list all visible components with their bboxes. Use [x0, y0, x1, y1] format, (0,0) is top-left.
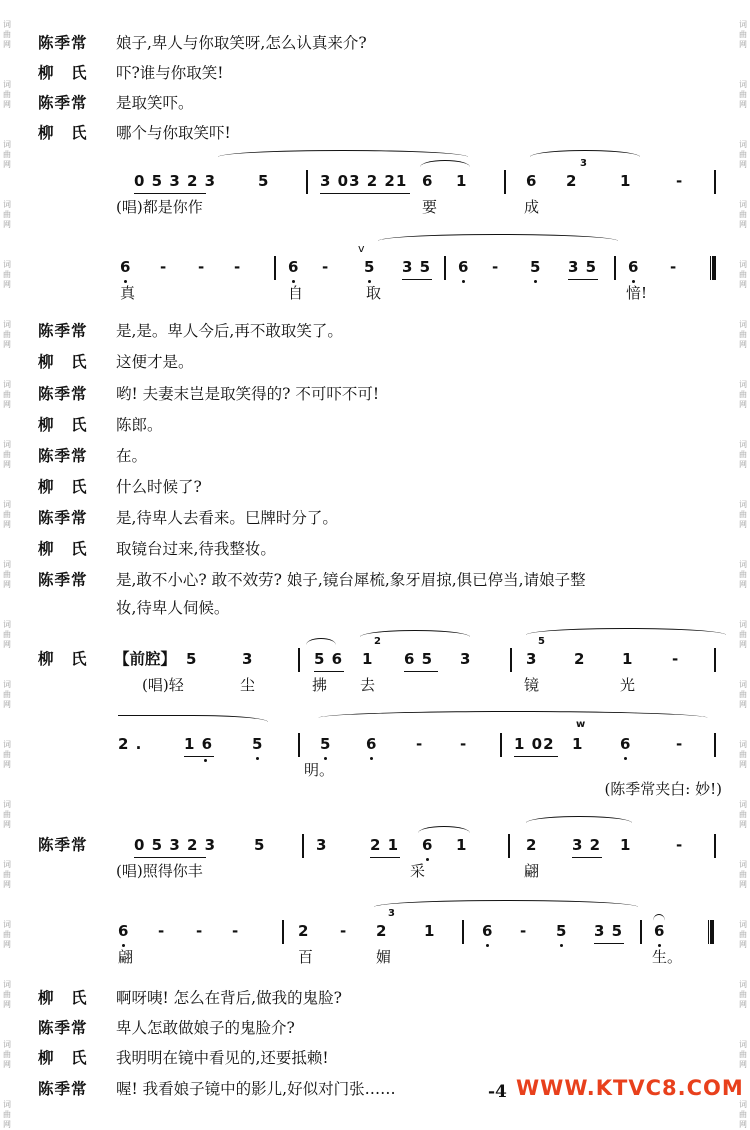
lyric: 去	[360, 676, 376, 694]
lyric: 光	[620, 676, 636, 694]
notation: -	[460, 735, 468, 753]
speaker: 陈季常	[38, 570, 88, 589]
watermark-text: 词 曲 网	[739, 20, 747, 49]
notation: 3 5	[402, 258, 432, 276]
octave-dot	[462, 280, 465, 283]
notation: 6	[288, 258, 300, 276]
notation: 1	[620, 836, 632, 854]
watermark-text: 词 曲 网	[3, 380, 11, 409]
notation: 3 2	[572, 836, 602, 854]
barline	[714, 733, 716, 757]
barline	[462, 920, 464, 944]
notation: 5	[186, 650, 198, 668]
lyric: 采	[410, 862, 426, 880]
notation: 3 5	[594, 922, 624, 940]
notation: 3 5	[568, 258, 598, 276]
watermark-text: 词 曲 网	[3, 320, 11, 349]
notation: 3	[526, 650, 538, 668]
slur	[420, 160, 470, 167]
notation: -	[196, 922, 204, 940]
watermark-text: 词 曲 网	[739, 740, 747, 769]
notation: 6	[628, 258, 640, 276]
lyric: 翩	[524, 862, 540, 880]
notation: 3	[316, 836, 328, 854]
speech: 我明明在镜中看见的,还要抵赖!	[116, 1049, 329, 1067]
slur	[378, 234, 618, 241]
notation: 6	[458, 258, 470, 276]
barline	[298, 733, 300, 757]
watermark-text: 词 曲 网	[3, 500, 11, 529]
speaker: 柳 氏	[38, 1048, 88, 1067]
watermark-text: 词 曲 网	[3, 560, 11, 589]
lyric: 拂	[312, 676, 328, 694]
speaker: 陈季常	[38, 33, 88, 52]
underline	[134, 193, 206, 194]
octave-dot	[256, 757, 259, 760]
lyric: 自	[288, 284, 304, 302]
watermark-text: 词 曲 网	[739, 800, 747, 829]
watermark-text: 词 曲 网	[739, 140, 747, 169]
octave-dot	[426, 858, 429, 861]
slur	[418, 826, 470, 833]
notation: 6	[482, 922, 494, 940]
speech: 喔! 我看娘子镜中的影儿,好似对门张……	[116, 1080, 396, 1098]
notation: 5	[556, 922, 568, 940]
watermark-text: 词 曲 网	[739, 680, 747, 709]
speech: 是,待卑人去看来。巳牌时分了。	[116, 509, 338, 527]
watermark-text: 词 曲 网	[739, 380, 747, 409]
lyric: 成	[524, 198, 540, 216]
notation: 1 6	[184, 735, 214, 753]
octave-dot	[370, 757, 373, 760]
notation: 5	[364, 258, 376, 276]
speech: 是,敢不小心? 敢不效劳? 娘子,镜台犀梳,象牙眉掠,俱已停当,请娘子整	[116, 571, 586, 589]
watermark-text: 词 曲 网	[3, 1040, 11, 1069]
watermark-text: 词 曲 网	[739, 560, 747, 589]
speaker: 陈季常	[38, 446, 88, 465]
grace-note: 2	[374, 636, 382, 647]
notation: 6	[120, 258, 132, 276]
notation: -	[676, 735, 684, 753]
watermark-text: 词 曲 网	[739, 260, 747, 289]
notation: -	[520, 922, 528, 940]
slur	[526, 816, 632, 823]
underline	[314, 671, 344, 672]
lyric: (唱)照得你丰	[116, 862, 203, 880]
speaker: 柳 氏	[38, 63, 88, 82]
watermark-text: 词 曲 网	[3, 980, 11, 1009]
barline	[444, 256, 446, 280]
watermark-text: 词 曲 网	[3, 620, 11, 649]
barline	[714, 648, 716, 672]
notation: 2	[298, 922, 310, 940]
speaker: 柳 氏	[38, 477, 88, 496]
notation: 6	[422, 836, 434, 854]
watermark-text: 词 曲 网	[3, 800, 11, 829]
notation: -	[322, 258, 330, 276]
watermark-text: 词 曲 网	[3, 1100, 11, 1129]
underline	[404, 671, 438, 672]
grace-note: 5	[538, 636, 546, 647]
lyric: 百	[298, 948, 314, 966]
speech-continued: 妆,待卑人伺候。	[116, 599, 230, 617]
lyric: 愔!	[626, 284, 648, 302]
notation: 5	[320, 735, 332, 753]
notation: 1	[572, 735, 584, 753]
speech: 在。	[116, 447, 148, 465]
lyric: 尘	[240, 676, 256, 694]
notation: -	[676, 836, 684, 854]
speech: 取镜台过来,待我整妆。	[116, 540, 276, 558]
speech: 哪个与你取笑吓!	[116, 124, 231, 142]
watermark-text: 词 曲 网	[3, 920, 11, 949]
notation: -	[234, 258, 242, 276]
speech: 啊呀咦! 怎么在背后,做我的鬼脸?	[116, 989, 342, 1007]
speaker: 陈季常	[38, 508, 88, 527]
barline	[508, 834, 510, 858]
notation: 5	[254, 836, 266, 854]
lyric: 真	[120, 284, 136, 302]
watermark-text: 词 曲 网	[3, 200, 11, 229]
grace-note: 3	[388, 908, 396, 919]
notation: 1	[456, 836, 468, 854]
octave-dot	[204, 759, 207, 762]
watermark-text: 词 曲 网	[3, 260, 11, 289]
notation: 2 .	[118, 735, 143, 753]
notation: 6	[118, 922, 130, 940]
lyric: 生。	[652, 948, 683, 966]
speech: 是取笑吓。	[116, 94, 194, 112]
notation: 2	[574, 650, 586, 668]
notation: -	[198, 258, 206, 276]
watermark-text: 词 曲 网	[3, 860, 11, 889]
speech: 是,是。卑人今后,再不敢取笑了。	[116, 322, 343, 340]
notation: 1	[620, 172, 632, 190]
barline	[714, 170, 716, 194]
notation: 1	[424, 922, 436, 940]
speech: 陈郎。	[116, 416, 163, 434]
underline	[320, 193, 410, 194]
notation: 2	[376, 922, 388, 940]
notation: 3	[242, 650, 254, 668]
fermata	[653, 914, 665, 921]
notation: 1 02	[514, 735, 555, 753]
speech: 吓?谁与你取笑!	[116, 64, 224, 82]
slur	[530, 150, 640, 157]
barline	[714, 834, 716, 858]
mordent-mark: w	[576, 719, 587, 730]
final-barline	[708, 920, 714, 944]
notation: 1	[456, 172, 468, 190]
slur	[374, 900, 638, 907]
lyric: 镜	[524, 676, 540, 694]
speaker: 陈季常	[38, 321, 88, 340]
octave-dot	[560, 944, 563, 947]
barline	[504, 170, 506, 194]
notation: 2	[566, 172, 578, 190]
final-barline	[710, 256, 716, 280]
aria-tag: 【前腔】	[114, 649, 177, 668]
page-number: -4	[488, 1082, 507, 1102]
notation: 6	[526, 172, 538, 190]
watermark-text: 词 曲 网	[739, 620, 747, 649]
octave-dot	[534, 280, 537, 283]
notation: 5	[530, 258, 542, 276]
watermark-text: 词 曲 网	[3, 140, 11, 169]
aside-remark: (陈季常夹白: 妙!)	[604, 780, 722, 798]
notation: 6 5	[404, 650, 434, 668]
watermark-text: 词 曲 网	[739, 500, 747, 529]
speaker: 柳 氏	[38, 352, 88, 371]
slur	[218, 150, 468, 157]
speaker: 陈季常	[38, 93, 88, 112]
notation: 3 03 2 21	[320, 172, 408, 190]
slur	[526, 628, 726, 635]
notation: -	[670, 258, 678, 276]
underline	[134, 857, 206, 858]
underline	[370, 857, 400, 858]
watermark-text: 词 曲 网	[739, 440, 747, 469]
watermark-text: 词 曲 网	[739, 860, 747, 889]
underline	[402, 279, 432, 280]
barline	[306, 170, 308, 194]
barline	[614, 256, 616, 280]
notation: -	[160, 258, 168, 276]
speaker: 陈季常	[38, 835, 88, 854]
speaker: 柳 氏	[38, 649, 88, 668]
watermark-text: 词 曲 网	[3, 740, 11, 769]
speech: 什么时候了?	[116, 478, 202, 496]
watermark-text: 词 曲 网	[3, 20, 11, 49]
watermark-text: 词 曲 网	[3, 440, 11, 469]
barline	[282, 920, 284, 944]
lyric: 翩	[118, 948, 134, 966]
underline	[594, 943, 624, 944]
barline	[510, 648, 512, 672]
notation: 2	[526, 836, 538, 854]
notation: 6	[422, 172, 434, 190]
notation: 5	[258, 172, 270, 190]
notation: 6	[366, 735, 378, 753]
grace-note: 3	[580, 158, 588, 169]
notation: 5 6	[314, 650, 344, 668]
lyric: (唱)都是你作	[116, 198, 203, 216]
watermark-right	[736, 0, 750, 1129]
notation: -	[340, 922, 348, 940]
watermark-text: 词 曲 网	[739, 980, 747, 1009]
notation: 5	[252, 735, 264, 753]
watermark-text: 词 曲 网	[3, 80, 11, 109]
speaker: 陈季常	[38, 1018, 88, 1037]
notation: -	[158, 922, 166, 940]
speech: 这便才是。	[116, 353, 194, 371]
octave-dot	[624, 757, 627, 760]
octave-dot	[486, 944, 489, 947]
watermark-text: 词 曲 网	[739, 320, 747, 349]
speaker: 柳 氏	[38, 988, 88, 1007]
watermark-text: 词 曲 网	[739, 1100, 747, 1129]
slur	[318, 711, 708, 718]
watermark-text: 词 曲 网	[739, 200, 747, 229]
speech: 哟! 夫妻末岂是取笑得的? 不可吓不可!	[116, 385, 380, 403]
speech: 娘子,卑人与你取笑呀,怎么认真来介?	[116, 34, 367, 52]
notation: -	[416, 735, 424, 753]
notation: 1	[622, 650, 634, 668]
speaker: 柳 氏	[38, 415, 88, 434]
speaker: 陈季常	[38, 1079, 88, 1098]
speaker: 柳 氏	[38, 123, 88, 142]
barline	[298, 648, 300, 672]
underline	[572, 857, 602, 858]
barline	[640, 920, 642, 944]
slur	[118, 715, 268, 722]
notation: 6	[620, 735, 632, 753]
notation: -	[492, 258, 500, 276]
barline	[274, 256, 276, 280]
notation: -	[672, 650, 680, 668]
notation: 0 5 3 2 3	[134, 172, 217, 190]
notation: 3	[460, 650, 472, 668]
lyric: 明。	[304, 761, 335, 779]
barline	[500, 733, 502, 757]
slur	[306, 638, 336, 645]
watermark-text: 词 曲 网	[3, 680, 11, 709]
underline	[514, 756, 558, 757]
breath-mark: v	[358, 242, 366, 255]
watermark-text: 词 曲 网	[739, 80, 747, 109]
lyric: 取	[366, 284, 382, 302]
underline	[568, 279, 598, 280]
speaker: 陈季常	[38, 384, 88, 403]
underline	[184, 756, 214, 757]
barline	[302, 834, 304, 858]
notation: 0 5 3 2 3	[134, 836, 217, 854]
lyric: 媚	[376, 948, 392, 966]
notation: 1	[362, 650, 374, 668]
notation: 2 1	[370, 836, 400, 854]
site-watermark-link[interactable]: WWW.KTVC8.COM	[516, 1076, 744, 1100]
lyric: (唱)轻	[142, 676, 184, 694]
watermark-text: 词 曲 网	[739, 1040, 747, 1069]
speech: 卑人怎敢做娘子的鬼脸介?	[116, 1019, 295, 1037]
notation: 6	[654, 922, 666, 940]
watermark-left	[0, 0, 14, 1129]
watermark-text: 词 曲 网	[739, 920, 747, 949]
notation: -	[676, 172, 684, 190]
lyric: 要	[422, 198, 438, 216]
speaker: 柳 氏	[38, 539, 88, 558]
notation: -	[232, 922, 240, 940]
